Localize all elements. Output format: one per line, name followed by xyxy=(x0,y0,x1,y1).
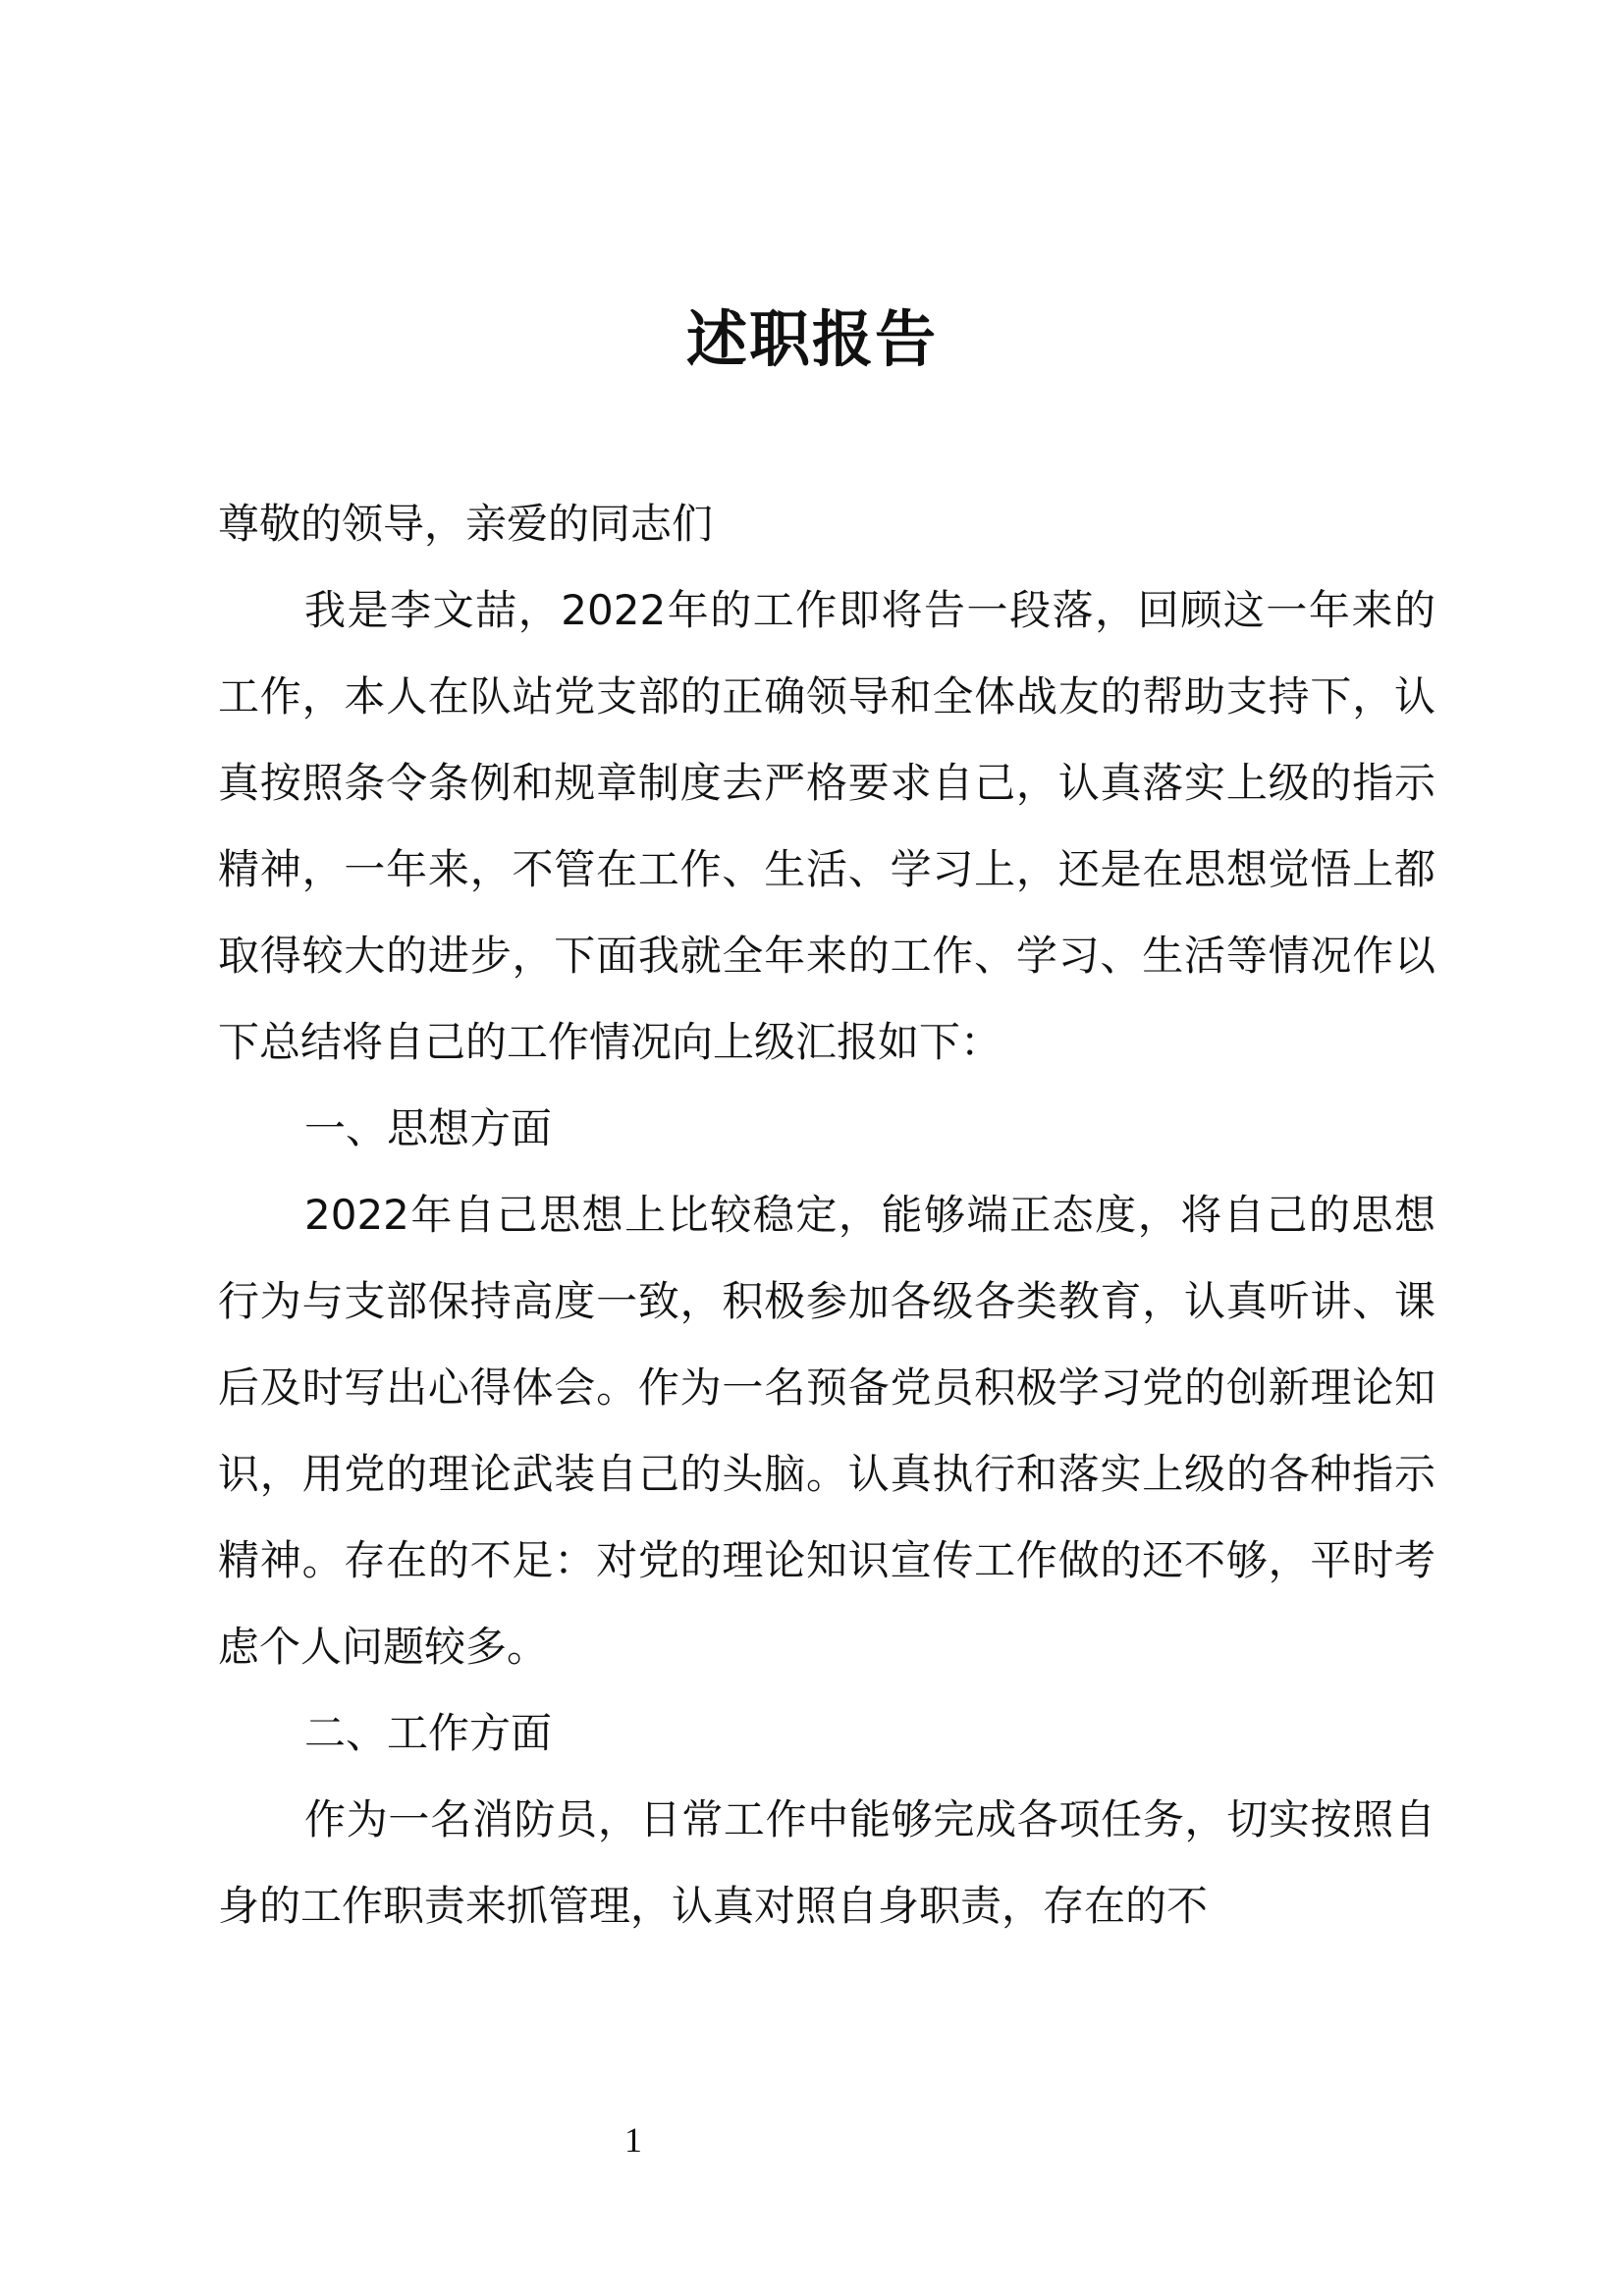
intro-paragraph: 我是李文喆，2022年的工作即将告一段落，回顾这一年来的工作，本人在队站党支部的正确领导和全体战友的帮助支持下，认真按照条令条例和规章制度去严格要求自己，认真落实上级的指示精神，一年来，不管在工作、生活、学习上，还是在思想觉悟上都取得较大的进步，下面我就全年来的工作、学习、生活等情况作以下总结将自己的工作情况向上级汇报如下： xyxy=(218,586,1435,1066)
salutation: 尊敬的领导，亲爱的同志们 xyxy=(218,500,714,548)
section-paragraph-work: 作为一名消防员，日常工作中能够完成各项任务，切实按照自身的工作职责来抓管理，认真对照自身职责，存在的不 xyxy=(218,1795,1435,1930)
section-heading-work: 二、工作方面 xyxy=(304,1709,553,1757)
document-body xyxy=(218,481,1435,1949)
page-number: 1 xyxy=(624,2120,642,2160)
document-title: 述职报告 xyxy=(685,303,938,375)
section-heading-thought: 一、思想方面 xyxy=(304,1104,553,1152)
section-paragraph-thought: 2022年自己思想上比较稳定，能够端正态度，将自己的思想行为与支部保持高度一致，积极参加各级各类教育，认真听讲、课后及时写出心得体会。作为一名预备党员积极学习党的创新理论知识，用党的理论武装自己的头脑。认真执行和落实上级的各种指示精神。存在的不足：对党的理论知识宣传工作做的还不够，平时考虑个人问题较多。 xyxy=(218,1191,1435,1671)
